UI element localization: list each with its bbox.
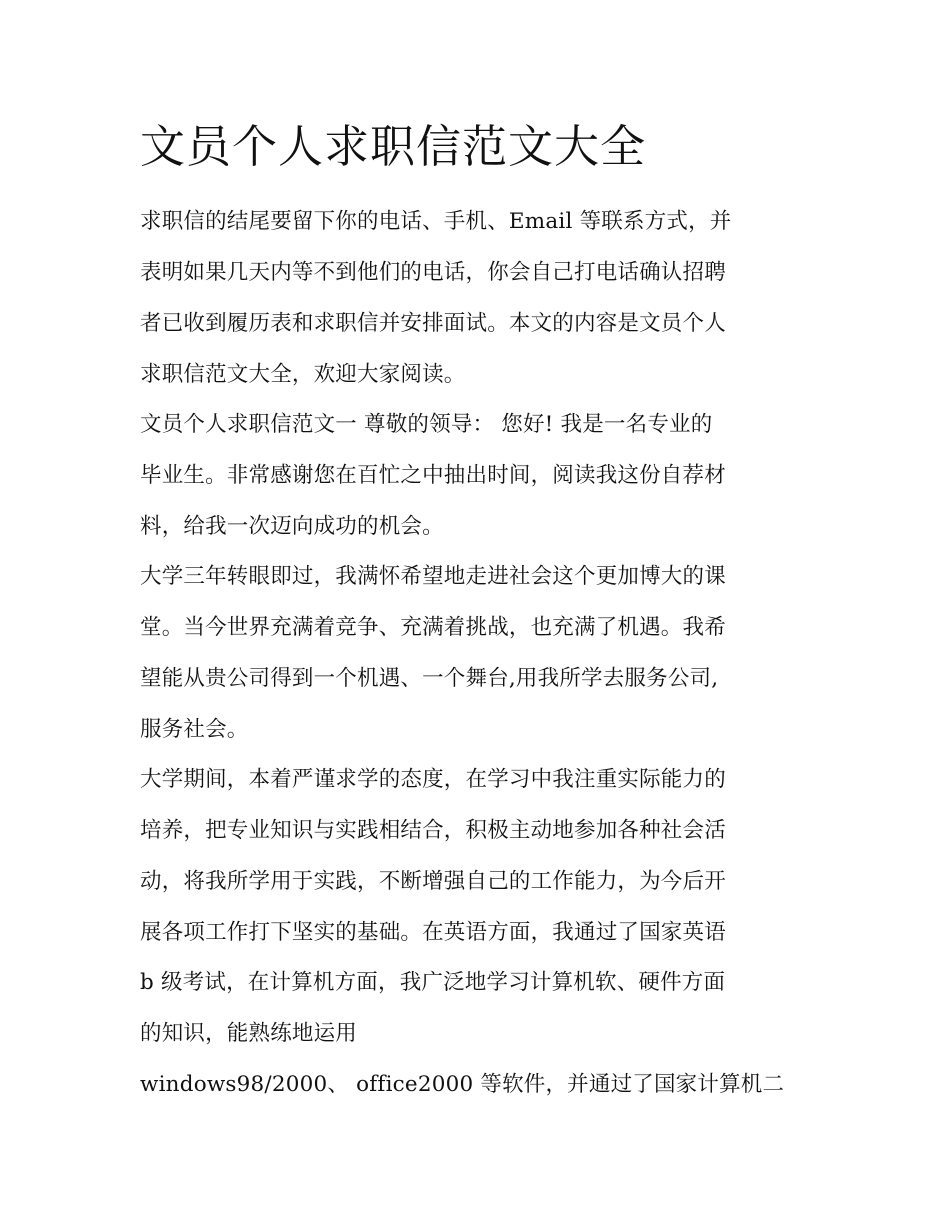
body-line: 大学三年转眼即过，我满怀希望地走进社会这个更加博大的课 — [140, 564, 726, 589]
body-line: b 级考试，在计算机方面，我广泛地学习计算机软、硬件方面 — [140, 970, 726, 995]
body-line: 大学期间，本着严谨求学的态度，在学习中我注重实际能力的 — [140, 767, 726, 792]
body-line: 展各项工作打下坚实的基础。在英语方面，我通过了国家英语 — [140, 920, 726, 945]
body-line: 毕业生。非常感谢您在百忙之中抽出时间，阅读我这份自荐材 — [140, 463, 726, 488]
body-line: 表明如果几天内等不到他们的电话，你会自己打电话确认招聘 — [140, 260, 726, 285]
body-line: windows98/2000、 office2000 等软件，并通过了国家计算机二 — [140, 1072, 785, 1097]
body-line: 的知识，能熟练地运用 — [140, 1021, 358, 1046]
document-title: 文员个人求职信范文大全 — [140, 120, 647, 173]
body-line: 者已收到履历表和求职信并安排面试。本文的内容是文员个人 — [140, 311, 726, 336]
body-line: 望能从贵公司得到一个机遇、一个舞台,用我所学去服务公司, — [140, 666, 719, 691]
body-line: 文员个人求职信范文一 尊敬的领导： 您好! 我是一名专业的 — [140, 412, 713, 437]
body-line: 动，将我所学用于实践，不断增强自己的工作能力，为今后开 — [140, 869, 726, 894]
body-line: 求职信的结尾要留下你的电话、手机、Email 等联系方式，并 — [140, 209, 732, 234]
body-line: 料，给我一次迈向成功的机会。 — [140, 514, 444, 539]
body-line: 求职信范文大全，欢迎大家阅读。 — [140, 362, 466, 387]
body-line: 培养，把专业知识与实践相结合，积极主动地参加各种社会活 — [140, 818, 726, 843]
body-line: 服务社会。 — [140, 717, 249, 742]
body-line: 堂。当今世界充满着竞争、充满着挑战，也充满了机遇。我希 — [140, 615, 726, 640]
